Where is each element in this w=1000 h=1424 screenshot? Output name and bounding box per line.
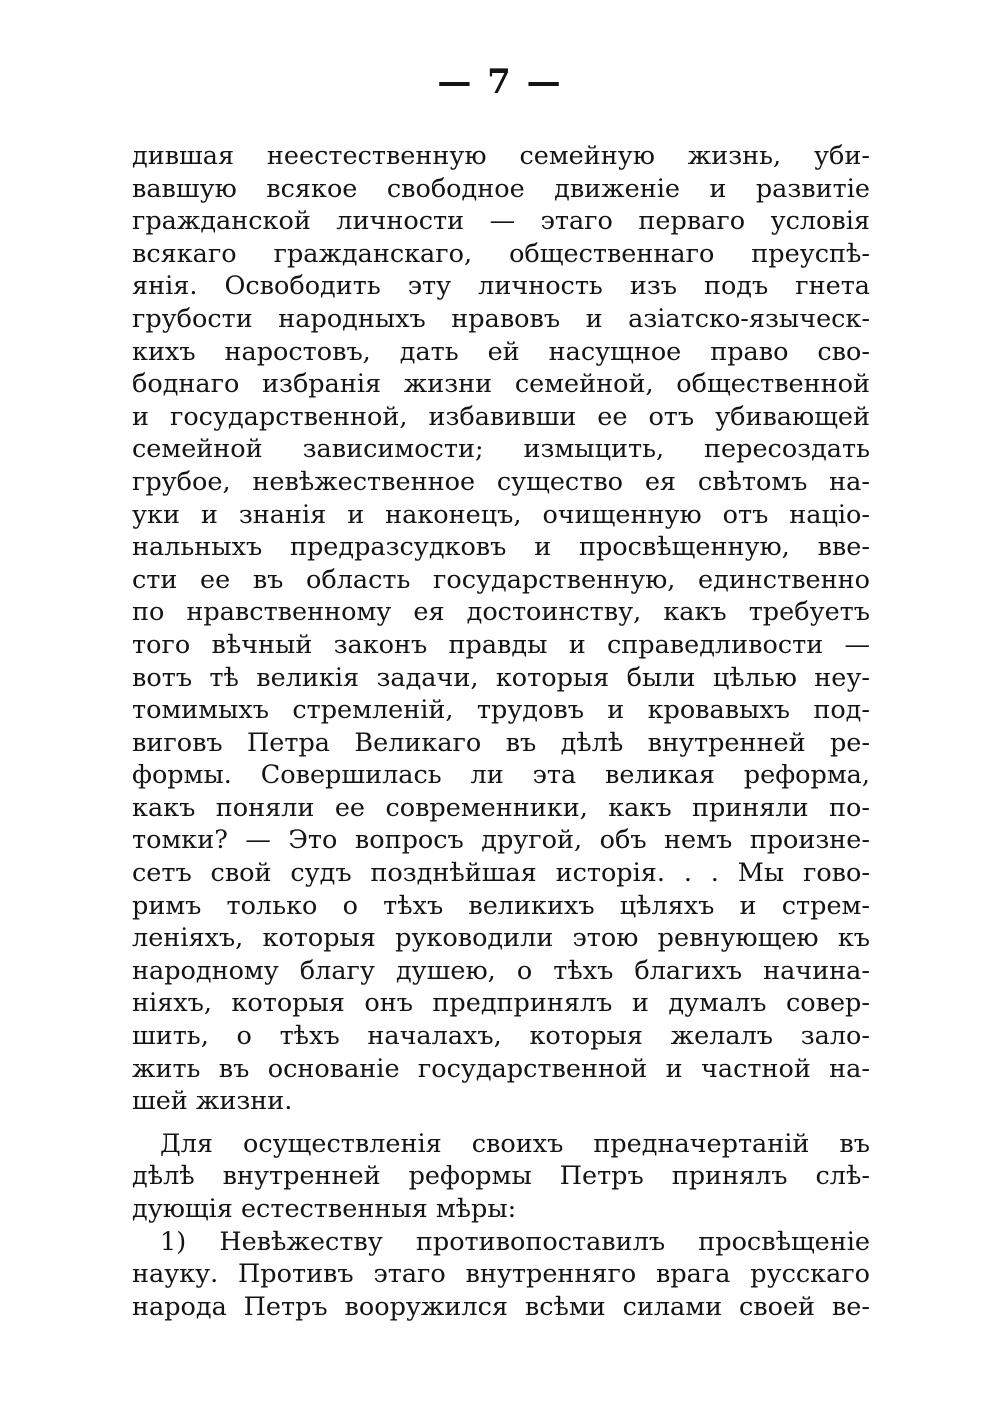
text-line: и государственной, избавивши ее отъ убивающей: [132, 401, 870, 432]
text-line: кихъ наростовъ, дать ей насущное право сво-: [132, 336, 870, 367]
text-line: грубое, невѣжественное существо ея свѣтомъ на-: [132, 466, 870, 497]
text-line: ніяхъ, которыя онъ предпринялъ и думалъ совер-: [132, 988, 870, 1019]
text-line: формы. Совершилась ли эта великая реформа,: [132, 760, 870, 791]
text-line: леніяхъ, которыя руководили этою ревнующею къ: [132, 923, 870, 954]
text-line: томимыхъ стремленій, трудовъ и кровавыхъ под-: [132, 695, 870, 726]
text-line: дующія естественныя мѣры:: [132, 1194, 517, 1224]
text-line: боднаго избранія жизни семейной, общественной: [132, 369, 870, 400]
paragraph-gap: [132, 1118, 870, 1128]
text-line: сетъ свой судъ позднѣйшая исторія. . . Мы гово-: [132, 858, 870, 889]
text-line: 1) Невѣжеству противопоставилъ просвѣщеніе: [160, 1226, 870, 1257]
text-line: дѣлѣ внутренней реформы Петръ принялъ слѣ-: [132, 1161, 870, 1192]
text-line: дившая неестественную семейную жизнь, уби-: [132, 141, 870, 171]
text-line: Для осуществленія своихъ предначертаній въ: [160, 1128, 870, 1159]
text-line: науку. Противъ этаго внутренняго врага русскаго: [132, 1259, 870, 1290]
text-line: томки? — Это вопросъ другой, объ немъ произне-: [132, 825, 870, 856]
text-line: народному благу душею, о тѣхъ благихъ начина-: [132, 955, 870, 986]
text-line: грубости народныхъ нравовъ и азіатско-языческ-: [132, 303, 870, 334]
text-line: гражданской личности — этаго перваго условія: [132, 206, 870, 237]
text-line: шей жизни.: [132, 1086, 293, 1117]
page-number: — 7 —: [437, 62, 563, 102]
paragraph-1: [132, 140, 870, 1118]
paragraph-2: [132, 1128, 870, 1226]
text-line: вотъ тѣ великія задачи, которыя были цѣлью неу-: [132, 662, 870, 693]
text-line: виговъ Петра Великаго въ дѣлѣ внутренней ре-: [132, 727, 870, 758]
text-line: уки и знанія и наконецъ, очищенную отъ націо-: [132, 499, 870, 530]
body-text: [132, 140, 870, 1323]
text-line: того вѣчный законъ правды и справедливости —: [132, 629, 870, 660]
text-line: римъ только о тѣхъ великихъ цѣляхъ и стрем-: [132, 890, 870, 921]
text-line: какъ поняли ее современники, какъ приняли по-: [132, 792, 870, 823]
text-line: народа Петръ вооружился всѣми силами своей ве-: [132, 1291, 870, 1322]
text-line: сти ее въ область государственную, единственно: [132, 564, 870, 595]
text-line: всякаго гражданскаго, общественнаго преуспѣ-: [132, 238, 870, 269]
text-line: по нравственному ея достоинству, какъ требуетъ: [132, 597, 870, 628]
paragraph-3: [132, 1226, 870, 1324]
text-line: нальныхъ предразсудковъ и просвѣщенную, вве-: [132, 532, 870, 563]
text-line: жить въ основаніе государственной и частной на-: [132, 1053, 870, 1084]
text-line: семейной зависимости; измыцить, пересоздать: [132, 434, 870, 465]
text-line: янія. Освободить эту личность изъ подъ гнета: [132, 271, 870, 302]
text-line: вавшую всякое свободное движеніе и развитіе: [132, 173, 870, 204]
text-line: шить, о тѣхъ началахъ, которыя желалъ зало-: [132, 1021, 870, 1052]
